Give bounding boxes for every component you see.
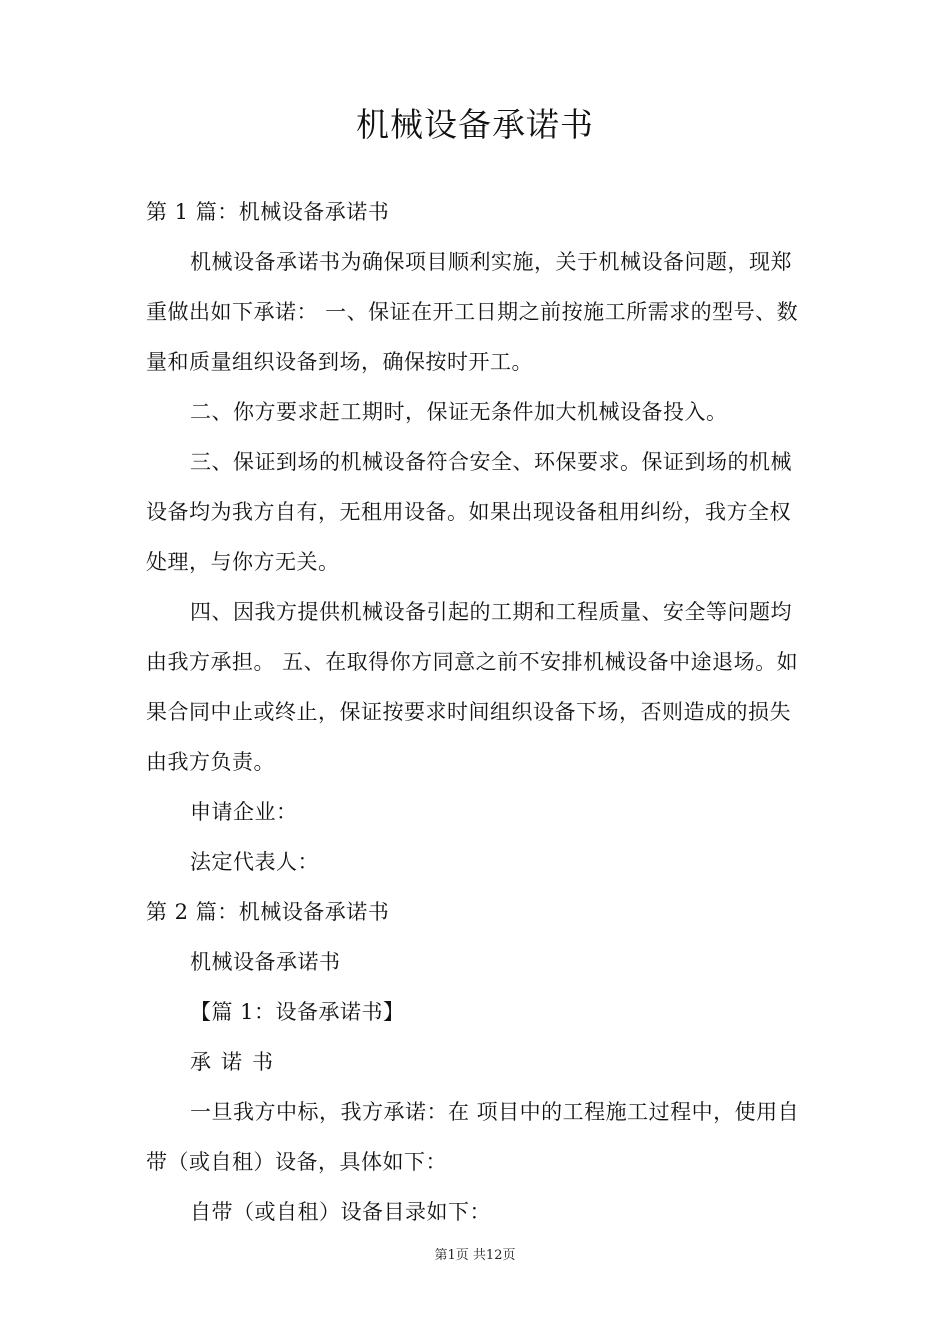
letter-heading: 承诺书 [190, 1050, 283, 1074]
paragraph-item-3: 三、保证到场的机械设备符合安全、环保要求。保证到场的机械设备均为我方自有，无租用设备。如果出现设备租用纠纷，我方全权处理，与你方无关。 [146, 450, 792, 574]
paragraph-intro: 机械设备承诺书为确保项目顺利实施，关于机械设备问题，现郑重做出如下承诺： 一、保证在开工日期之前按施工所需求的型号、数量和质量组织设备到场，确保按时开工。 [146, 250, 799, 374]
document-title: 机械设备承诺书 [356, 105, 594, 144]
subsection-label: 【篇 1：设备承诺书】 [190, 1000, 405, 1024]
section-heading-2: 第 2 篇：机械设备承诺书 [146, 900, 390, 924]
section-heading-1: 第 1 篇：机械设备承诺书 [146, 200, 390, 224]
page-footer: 第1页 共12页 [434, 1248, 516, 1263]
applicant-line: 申请企业： [190, 800, 298, 824]
paragraph-commitment: 一旦我方中标，我方承诺：在 项目中的工程施工过程中，使用自带（或自租）设备，具体如下： [146, 1100, 800, 1174]
document-body [146, 187, 808, 1237]
paragraph-item-2: 二、你方要求赶工期时，保证无条件加大机械设备投入。 [190, 400, 728, 424]
paragraph-item-4-5: 四、因我方提供机械设备引起的工期和工程质量、安全等问题均由我方承担。 五、在取得你方同意之前不安排机械设备中途退场。如果合同中止或终止，保证按要求时间组织设备下场，否则造成的损失由我方负责。 [146, 600, 799, 774]
equipment-list-heading: 自带（或自租）设备目录如下： [190, 1200, 491, 1224]
legal-rep-line: 法定代表人： [190, 850, 319, 874]
subtitle-line: 机械设备承诺书 [190, 950, 341, 974]
